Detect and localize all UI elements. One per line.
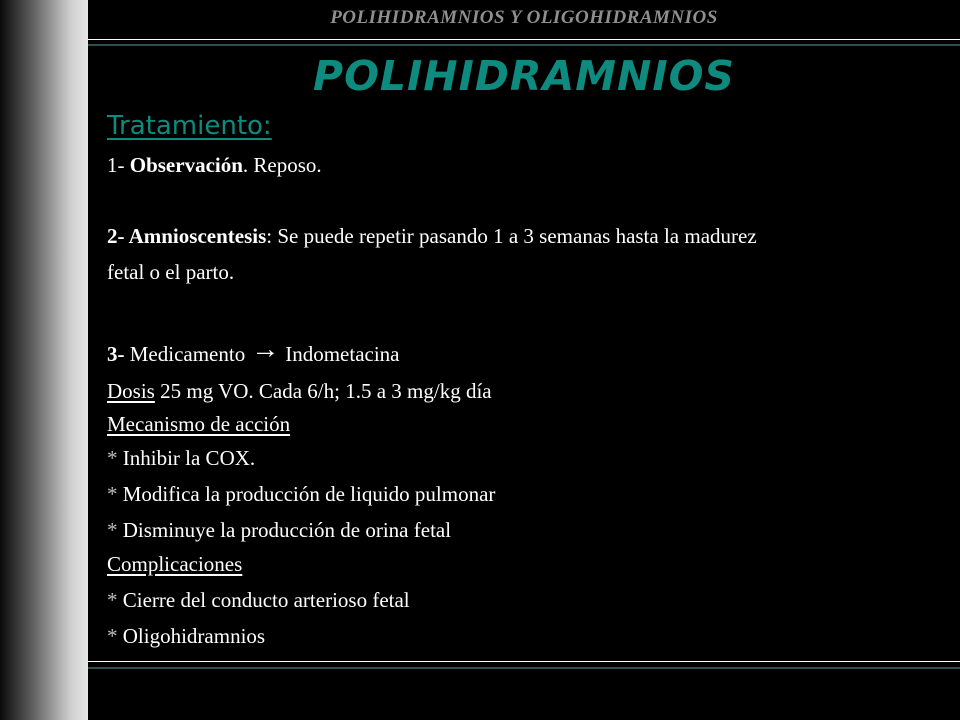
- item-number: 3-: [107, 342, 125, 366]
- slide-title: POLIHIDRAMNIOS: [313, 52, 735, 100]
- item-bold-text: Amnioscentesis: [128, 224, 267, 248]
- item-bold-text: Observación: [129, 153, 243, 177]
- item-text: : Se puede repetir pasando 1 a 3 semanas hasta la madurez: [266, 224, 757, 248]
- dose-label: Dosis: [107, 379, 155, 403]
- complication-item: * Cierre del conducto arterioso fetal: [107, 588, 410, 612]
- treatment-item-3: [107, 334, 400, 367]
- arrow-right-icon: →: [251, 334, 280, 365]
- header-divider-shadow: [88, 44, 960, 46]
- section-heading: Tratamiento:: [107, 111, 272, 141]
- item-text: . Reposo.: [242, 153, 322, 177]
- bullet-star-icon: *: [107, 446, 118, 470]
- treatment-item-1: [107, 152, 322, 178]
- footer-divider-shadow: [88, 667, 960, 669]
- complications-heading: Complicaciones: [107, 552, 243, 576]
- side-gradient-band: [0, 0, 88, 720]
- dose-text: 25 mg VO. Cada 6/h; 1.5 a 3 mg/kg día: [154, 379, 492, 403]
- footer-divider: [88, 661, 960, 662]
- mechanism-item: * Disminuye la producción de orina fetal: [107, 518, 452, 542]
- mechanism-heading: Mecanismo de acción: [107, 412, 291, 436]
- header-divider: [88, 39, 960, 40]
- header-title: POLIHIDRAMNIOS Y OLIGOHIDRAMNIOS: [330, 7, 718, 28]
- bullet-star-icon: *: [107, 482, 118, 506]
- bullet-star-icon: *: [107, 518, 118, 542]
- item-number: 1-: [107, 153, 125, 177]
- complication-item: * Oligohidramnios: [107, 624, 266, 648]
- treatment-item-2-continuation: fetal o el parto.: [107, 260, 235, 284]
- mechanism-item: * Inhibir la COX.: [107, 446, 256, 470]
- treatment-item-2: [107, 223, 757, 249]
- dose-line: [107, 378, 492, 404]
- bullet-star-icon: *: [107, 624, 118, 648]
- bullet-star-icon: *: [107, 588, 118, 612]
- item-number: 2-: [107, 224, 125, 248]
- item-text: Medicamento: [129, 342, 246, 366]
- mechanism-item: * Modifica la producción de liquido pulmonar: [107, 482, 496, 506]
- drug-name: Indometacina: [285, 342, 400, 366]
